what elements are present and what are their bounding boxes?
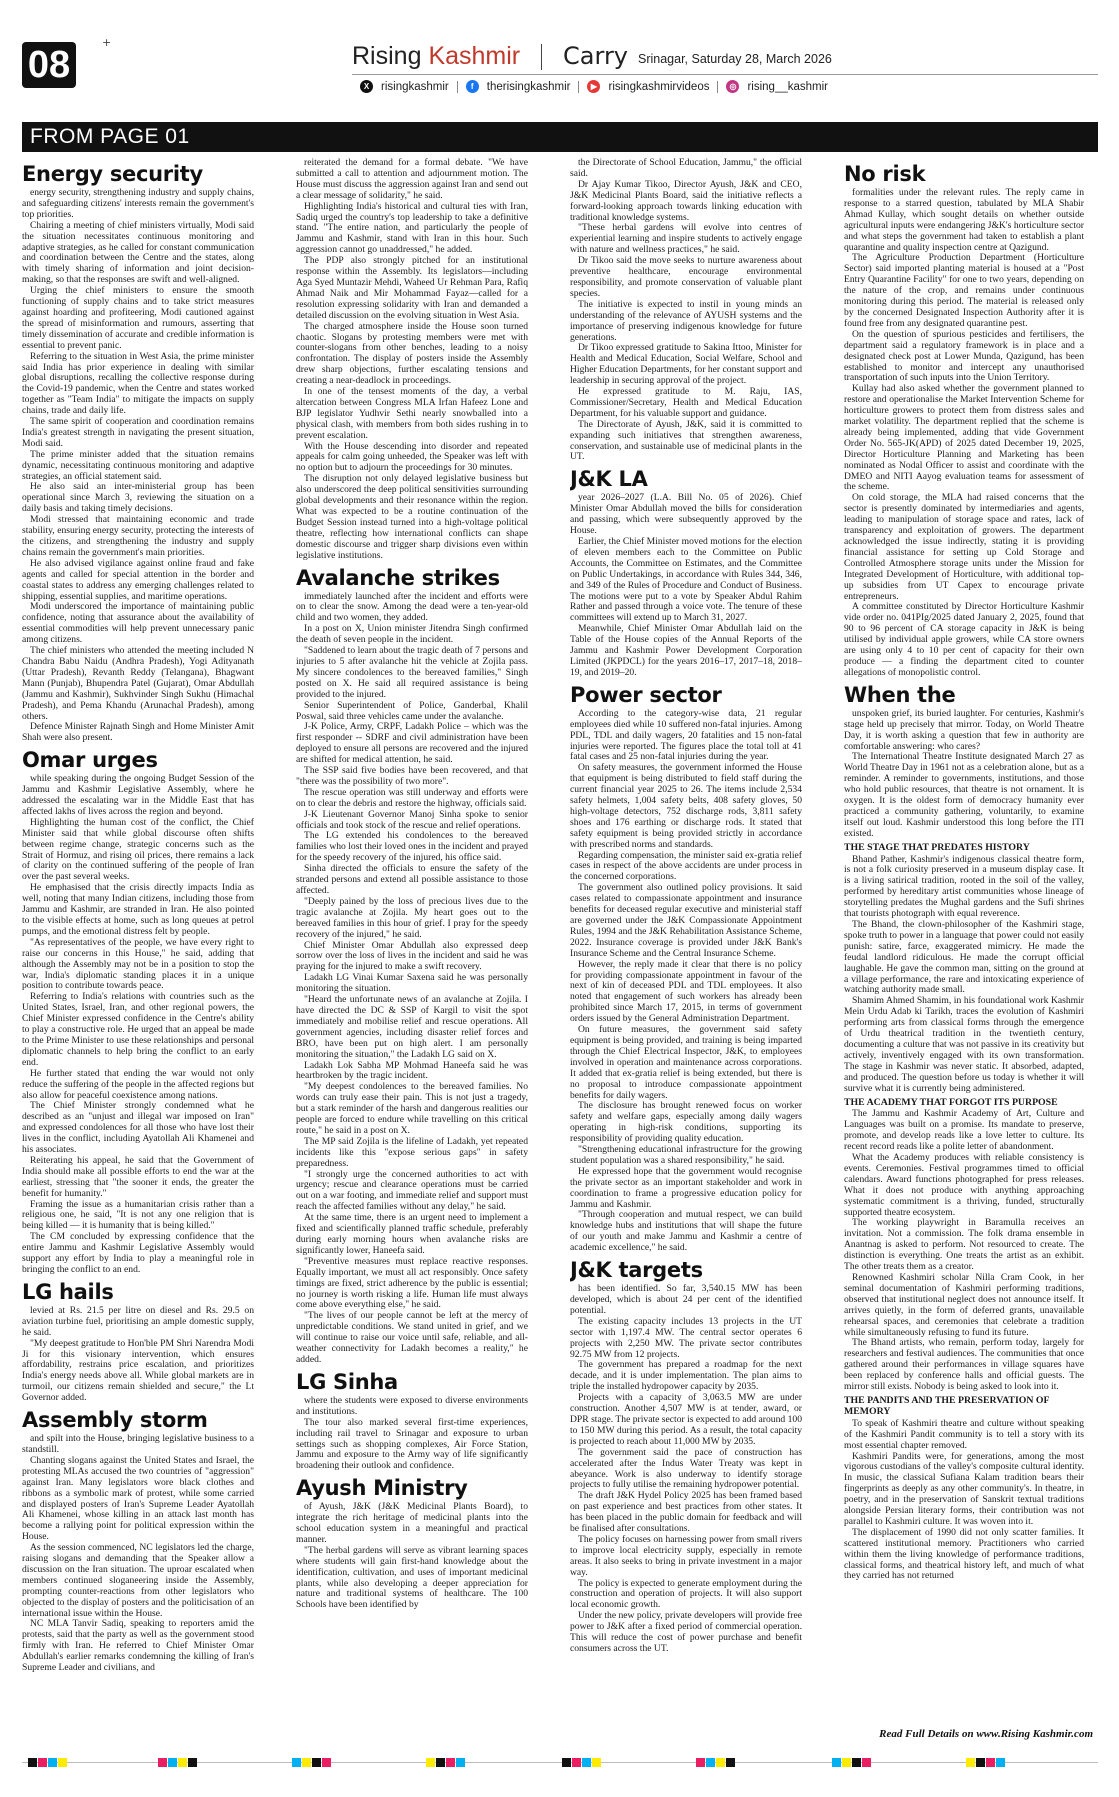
article-paragraph: Defence Minister Rajnath Singh and Home Minister Amit Shah were also present. <box>22 721 254 744</box>
article-paragraph: He expressed gratitude to M. Raju, IAS, Commissioner/Secretary, Health and Medical Education Department, for his valuable support and guidance. <box>570 386 802 419</box>
article-heading: J&K targets <box>570 1258 703 1283</box>
registration-mark: + <box>102 36 112 49</box>
article-paragraph: while speaking during the ongoing Budget Session of the Jammu and Kashmir Legislative Assembly, where he addressed the escalating war in the Middle East that has affected lakhs of lives across the region and beyond. <box>22 773 254 817</box>
article-paragraph: year 2026–2027 (L.A. Bill No. 05 of 2026). Chief Minister Omar Abdullah moved the bills for consideration and passing, which were subsequently approved by the House. <box>570 492 802 537</box>
masthead-rule <box>352 74 1098 75</box>
article-paragraph: According to the category-wise data, 21 regular employees died while 10 suffered non-fatal injuries. Among PDL, TDL and daily wagers, 20 fatalities and 15 non-fatal injuries were reported. The figures place the total toll at 41 fatal cases and 25 non-fatal injuries during the year. <box>570 707 802 763</box>
social-handle[interactable]: risingkashmirvideos <box>608 80 710 93</box>
article-paragraph: of Ayush, J&K (J&K Medicinal Plants Board), to integrate the rich heritage of medicinal plants into the school education system in a meaningful and practical manner. <box>296 1501 528 1545</box>
color-swatch <box>58 1758 67 1767</box>
article-paragraph: Reiterating his appeal, he said that the Government of India should make all possible efforts to end the war at the earliest, stressing that "the sooner it ends, the greater the benefit for humanity." <box>22 1154 254 1199</box>
article-paragraph: What the Academy produces with reliable consistency is events. Ceremonies. Festival programmes timed to official calendars. Award functions photographed for press releases. What it does not produce with anything approaching systematic commitment is a thriving, funded, structurally supported theatre ecosystem. <box>844 1152 1084 1218</box>
color-swatch <box>158 1758 167 1767</box>
article-paragraph: energy security, strengthening industry and supply chains, and safeguarding citizens' interests remain the government's top priorities. <box>22 187 254 220</box>
color-swatch <box>976 1758 985 1767</box>
article-paragraph: NC MLA Tanvir Sadiq, speaking to reporters amid the protests, said that the party as well as the government stood firmly with Iran. He referred to Chief Minister Omar Abdullah's earlier remarks condemning the killing of Iran's Supreme Leader and civilians, and <box>22 1618 254 1674</box>
color-swatch <box>436 1758 445 1767</box>
article-paragraph: At the same time, there is an urgent need to implement a fixed and scientifically planned traffic schedule, preferably during early morning hours when avalanche risks are significantly lower, Haneefa said. <box>296 1212 528 1256</box>
article-paragraph: "Strengthening educational infrastructure for the growing student population was a shared responsibility," he said. <box>570 1144 802 1166</box>
article-paragraph: To speak of Kashmiri theatre and culture without speaking of the Kashmiri Pandit community is to tell a story with its most essential chapter removed. <box>844 1417 1084 1451</box>
color-swatch <box>706 1758 715 1767</box>
article-paragraph: The Jammu and Kashmir Academy of Art, Culture and Languages was built on a promise. Its mandate to preserve, promote, and develop reads like a love letter to culture. Its recent record reads like a polite letter of abandonment. <box>844 1108 1084 1153</box>
page-number: 08 <box>22 42 76 88</box>
article-paragraph: The draft J&K Hydel Policy 2025 has been framed based on past experience and best practices from other states. It has been placed in the public domain for feedback and will be finalised after consultations. <box>570 1490 802 1535</box>
section-name: Carry <box>563 42 629 70</box>
article-paragraph: The policy is expected to generate employment during the construction and operation of projects. It will also support local economic growth. <box>570 1577 802 1611</box>
article-paragraph: J-K Police, Army, CRPF, Ladakh Police – which was the first responder -- SDRF and civil administration have been deployed to ensure all persons are recovered and the injured are shifted for medical attention, he said. <box>296 721 528 766</box>
color-swatch <box>322 1758 331 1767</box>
masthead <box>352 42 628 71</box>
article-paragraph: In one of the tensest moments of the day, a verbal altercation between Congress MLA Irfan Hafeez Lone and BJP legislator Yudhvir Sethi nearly snowballed into a physical clash, with members from both sides rushing in to prevent escalation. <box>296 386 528 441</box>
article-paragraph: Referring to India's relations with countries such as the United States, Israel, Iran, and other regional powers, the Chief Minister expressed confidence in the Centre's ability to play a constructive role. He urged that an appeal be made to the Prime Minister to use these relationships and personal diplomatic channels to help bring the conflict to an early end. <box>22 991 254 1068</box>
article-paragraph: In a post on X, Union minister Jitendra Singh confirmed the death of seven people in the incident. <box>296 623 528 646</box>
read-more-link[interactable]: Read Full Details on www.Rising Kashmir.com <box>879 1728 1093 1740</box>
article-paragraph: Dr Ajay Kumar Tikoo, Director Ayush, J&K and CEO, J&K Medicinal Plants Board, said the initiative reflects a forward-looking approach towards linking education with traditional knowledge systems. <box>570 178 802 223</box>
article-paragraph: The International Theatre Institute designated March 27 as World Theatre Day in 1961 not as a celebration alone, but as a reminder. A reminder to governments, institutions, and those who hold public resources, that theatre is not ornament. It is oxygen. It is the oldest form of democracy humanity ever practiced a community gathering, voluntarily, to examine itself out loud. Kashmir understood this long before the ITI existed. <box>844 751 1084 839</box>
article-paragraph: "Preventive measures must replace reactive responses. Equally important, we must all act responsibly. Once safety timings are fixed, strict adherence by the public is essential; no journey is worth risking a life. Human life must always come above everything else," he said. <box>296 1255 528 1311</box>
instagram-icon: ◎ <box>726 80 739 93</box>
social-handle[interactable]: risingkashmir <box>381 80 449 93</box>
article-paragraph: The Agriculture Production Department (Horticulture Sector) said imported planting material is housed at a "Post Entry Quarantine Facility" for one to two years, depending on the nature of the crop, and remains under continuous monitoring during this period. The material is released only by the concerned Designated Inspection Authority after it is found free from any designated quarantine pest. <box>844 252 1084 329</box>
color-swatch <box>562 1758 571 1767</box>
article-paragraph: The government has prepared a roadmap for the next decade, and it is under implementation. The plan aims to triple the installed hydropower capacity by 2035. <box>570 1359 802 1393</box>
article-paragraph: "The herbal gardens will serve as vibrant learning spaces where students will gain first-hand knowledge about the identification, cultivation, and uses of important medicinal plants, while also developing a deeper appreciation for nature and traditional systems of healthcare. The 100 Schools have been identified by <box>296 1544 528 1611</box>
article-paragraph: The Chief Minister strongly condemned what he described as an "unjust and illegal war imposed on Iran" and expressed condolences for all those who have lost their lives in the conflict, including Ayatollah Ali Khamenei and his associates. <box>22 1100 254 1156</box>
color-swatch <box>696 1758 705 1767</box>
facebook-icon: f <box>466 80 479 93</box>
social-divider <box>457 81 458 93</box>
color-swatch <box>862 1758 871 1767</box>
article-heading: No risk <box>844 162 926 186</box>
article-paragraph: Senior Superintendent of Police, Ganderbal, Khalil Poswal, said three vehicles came under the avalanche. <box>296 699 528 722</box>
social-handle[interactable]: rising__kashmir <box>747 80 828 93</box>
article-paragraph: The chief ministers who attended the meeting included N Chandra Babu Naidu (Andhra Pradesh), Yogi Adityanath (Uttar Pradesh), Revanth Reddy (Telangana), Bhagwant Mann (Punjab), Bhupendra Patel (Gujarat), Omar Abdullah (Jammu and Kashmir), Sukhvinder Singh Sukhu (Himachal Pradesh), and Pema Khandu (Arunachal Pradesh), among others. <box>22 645 254 722</box>
article-heading: LG Sinha <box>296 1369 398 1394</box>
color-swatch <box>832 1758 841 1767</box>
article-subheading: THE PANDITS AND THE PRESERVATION OF MEMORY <box>844 1394 1050 1417</box>
article-paragraph: On safety measures, the government informed the House that equipment is being distributed to field staff during the current financial year 2025 to 26. The items include 2,534 safety helmets, 1,004 safety belts, 408 safety gloves, 50 high-voltage detectors, 752 discharge rods, 3,811 safety shoes and 176 earthing or discharge rods. It stated that safety equipment is being provided strictly in accordance with prescribed norms and standards. <box>570 762 802 850</box>
page-header <box>0 0 1119 118</box>
color-swatch <box>38 1758 47 1767</box>
article-paragraph: The initiative is expected to instil in young minds an understanding of the relevance of AYUSH systems and the importance of preserving indigenous knowledge for future generations. <box>570 298 802 343</box>
article-paragraph: Urging the chief ministers to ensure the smooth functioning of supply chains and to take strict measures against hoarding and profiteering, Modi cautioned against the spread of misinformation and rumours, asserting that timely dissemination of accurate and credible information is essential to prevent panic. <box>22 285 254 351</box>
article-paragraph: "Saddened to learn about the tragic death of 7 persons and injuries to 5 after avalanche hit the vehicle at Zojila pass. My sincere condolences to the bereaved families," Singh posted on X. He said all required assistance is being provided to the injured. <box>296 645 528 700</box>
social-divider <box>717 81 718 93</box>
article-paragraph: Chief Minister Omar Abdullah also expressed deep sorrow over the loss of lives in the incident and said he was praying for the injured to make a swift recovery. <box>296 939 528 973</box>
article-paragraph: reiterated the demand for a formal debate. "We have submitted a call to attention and adjournment motion. The House must discuss the aggression against Iran and send out a clear message of solidarity," he said. <box>296 158 528 201</box>
color-swatch <box>292 1758 301 1767</box>
youtube-icon: ▶ <box>587 80 600 93</box>
from-page-banner: FROM PAGE 01 <box>22 122 1098 152</box>
article-paragraph: formalities under the relevant rules. The reply came in response to a starred question, tabulated by MLA Shabir Ahmad Kullay, which sought details on whether outside agricultural inputs were endangering J&K's horticulture sector and what steps the government had taken to establish a plant quarantine and quality inspection centre at Qazigund. <box>844 187 1084 253</box>
article-paragraph: He also advised vigilance against online fraud and fake agents and called for special attention in the border and coastal states to address any emerging challenges related to shipping, essential supplies, and maritime operations. <box>22 557 254 602</box>
article-paragraph: "Deeply pained by the loss of precious lives due to the tragic avalanche at Zojila. My heart goes out to the bereaved families in this hour of grief. I pray for the speedy recovery of the injured," he said. <box>296 895 528 940</box>
article-paragraph: unspoken grief, its buried laughter. For centuries, Kashmir's stage held up precisely that mirror. Today, on World Theatre Day, it is worth asking a question that few in authority are comfortable answering: who cares? <box>844 707 1084 752</box>
article-paragraph: J-K Lieutenant Governor Manoj Sinha spoke to senior officials and took stock of the rescue and relief operations. <box>296 808 528 831</box>
article-paragraph: Renowned Kashmiri scholar Nilla Cram Cook, in her seminal documentation of Kashmiri performing traditions, observed that institutional neglect does not announce itself. It arrives quietly, in the form of deferred grants, unavailable rehearsal spaces, and ceremonies that celebrate a tradition while simultaneously refusing to fund its future. <box>844 1272 1084 1338</box>
article-paragraph: As the session commenced, NC legislators led the charge, raising slogans and demanding that the Speaker allow a discussion on the Iran situation. The uproar escalated when members continued sloganeering inside the Assembly, prompting counter-reactions from other legislators who objected to the display of posters and the politicisation of an international issue within the House. <box>22 1542 254 1619</box>
article-paragraph: "I strongly urge the concerned authorities to act with urgency; rescue and clearance operations must be carried out on a war footing, and immediate relief and support must reach the affected families without any delay," he said. <box>296 1168 528 1213</box>
article-paragraph: Bhand Pather, Kashmir's indigenous classical theatre form, is not a folk curiosity preserved in a museum display case. It is a living satirical tradition, rooted in the soil of the valley, performed by hereditary artist communities whose lineage of storytelling predates the Mughal gardens and the Sufi shrines that tourists photograph with equal reverence. <box>844 853 1084 920</box>
article-paragraph: Kullay had also asked whether the government planned to restore and operationalise the Market Intervention Scheme for horticulture growers to protect them from distress sales and market volatility. The department replied that the scheme is already being implemented, adding that vide Government Order No. 565-JK(APD) of 2025 dated December 19, 2025, Director Horticulture Planning and Marketing has been nominated as Nodal Officer to assist and coordinate with the DMEO and NITI Aayog evaluation teams for assessment of the scheme. <box>844 383 1084 493</box>
article-paragraph: He expressed hope that the government would recognise the private sector as an important stakeholder and work in coordination to frame a progressive education policy for Jammu and Kashmir. <box>570 1165 802 1210</box>
article-paragraph: The displacement of 1990 did not only scatter families. It scattered institutional memory. Practitioners who carried within them the living knowledge of performance traditions, classical forms, and theatrical history left, and much of what they carried has not returned <box>844 1526 1084 1582</box>
article-paragraph: The government also outlined policy provisions. It said cases related to compassionate appointment and insurance benefits for deceased regular executive and ministerial staff are governed under the J&K Compassionate Appointment Rules, 1994 and the J&K Rehabilitation Assistance Scheme, 2022. Insurance coverage is provided under J&K Bank's Insurance Scheme and the Central Insurance Scheme. <box>570 882 802 959</box>
color-swatch <box>312 1758 321 1767</box>
article-paragraph: "My deepest condolences to the bereaved families. No words can truly ease their pain. This is not just a tragedy, but a stark reminder of the harsh and dangerous realities our people are forced to endure while travelling on this critical route," he said in a post on X. <box>296 1081 528 1136</box>
column-2 <box>296 158 528 1716</box>
article-paragraph: The CM concluded by expressing confidence that the entire Jammu and Kashmir Legislative Assembly would support any effort by India to play a meaningful role in bringing the conflict to an end. <box>22 1231 254 1275</box>
column-3 <box>570 158 802 1716</box>
article-paragraph: Earlier, the Chief Minister moved motions for the election of eleven members each to the Committee on Public Accounts, the Committee on Estimates, and the Committee on Public Undertakings, in accordance with Rules 344, 346, and 349 of the Rules of Procedure and Conduct of Business. The motions were put to a vote by Speaker Abdul Rahim Rather and passed through a voice vote. The tenure of these committees will extend up to March 31, 2027. <box>570 536 802 624</box>
color-swatch <box>572 1758 581 1767</box>
article-heading: LG hails <box>22 1279 114 1304</box>
article-paragraph: The prime minister added that the situation remains dynamic, necessitating continuous monitoring and adaptive strategies, an official statement said. <box>22 448 254 482</box>
article-paragraph: Chanting slogans against the United States and Israel, the protesting MLAs accused the two countries of "aggression" against Iran. Many legislators wore black clothes and ribbons as a symbolic mark of protest, while some carried and displayed posters of Iran's Supreme Leader Ayatollah Ali Khamenei, whose killing in an attack last month has become a rallying point for political expression within the House. <box>22 1454 254 1543</box>
article-paragraph: Dr Tikoo said the move seeks to nurture awareness about preventive healthcare, encourage environmental responsibility, and promote conservation of valuable plant species. <box>570 255 802 299</box>
article-paragraph: Modi underscored the importance of maintaining public confidence, noting that assurance about the availability of essential commodities will help prevent unnecessary panic among citizens. <box>22 601 254 646</box>
article-paragraph: However, the reply made it clear that there is no policy for providing compassionate appointment in favour of the next of kin of deceased PDL and TDL employees. It also noted that engagement of such workers has already been prohibited since March 17, 2015, in terms of government orders issued by the General Administration Department. <box>570 958 802 1025</box>
article-heading: Assembly storm <box>22 1408 208 1433</box>
article-paragraph: Shamim Ahmed Shamim, in his foundational work Kashmir Mein Urdu Adab ki Tarikh, traces the evolution of Kashmiri performing arts from classical forms through the emergence of Urdu theatrical tradition in the twentieth century, documenting a culture that was not passive in its creativity but actively, inventively engaged with its own transformation. The stage in Kashmir was never static. It absorbed, adapted, and produced. The question before us today is whether it will survive what it is currently being administered. <box>844 995 1084 1094</box>
dateline: Srinagar, Saturday 28, March 2026 <box>638 52 832 66</box>
article-paragraph: Projects with a capacity of 3,063.5 MW are under construction. Another 4,507 MW is at tender, award, or DPR stage. The private sector is expected to add around 100 to 150 MW during this period. As a result, the total capacity is projected to reach about 11,000 MW by 2035. <box>570 1392 802 1447</box>
article-paragraph: Framing the issue as a humanitarian crisis rather than a religious one, he said, "It is not any one religion that is being killed — it is humanity that is being killed." <box>22 1198 254 1232</box>
brand-rising: Rising <box>352 42 422 70</box>
article-paragraph: where the students were exposed to diverse environments and institutions. <box>296 1394 528 1417</box>
article-paragraph: Ladakh LG Vinai Kumar Saxena said he was personally monitoring the situation. <box>296 972 528 995</box>
article-subheading: THE ACADEMY THAT FORGOT ITS PURPOSE <box>844 1096 1058 1108</box>
color-swatch <box>996 1758 1005 1767</box>
article-paragraph: On the question of spurious pesticides and fertilisers, the department said a regulatory framework is in place and a designated check post at Lower Munda, Qazigund, has been established to monitor and intercept any unauthorised transportation of such inputs into the Union Territory. <box>844 328 1084 384</box>
article-heading: Power sector <box>570 682 722 707</box>
article-paragraph: Modi stressed that maintaining economic and trade stability, ensuring energy security, protecting the interests of the citizens, and strengthening the industry and supply chains remain the government's main priorities. <box>22 514 254 558</box>
article-paragraph: The same spirit of cooperation and coordination remains India's greatest strength in navigating the present situation, Modi said. <box>22 416 254 449</box>
article-paragraph: immediately launched after the incident and efforts were on to clear the snow. Among the dead were a ten-year-old child and two women, they added. <box>296 590 528 624</box>
article-paragraph: Under the new policy, private developers will provide free power to J&K after a fixed period of commercial operation. This will reduce the cost of power purchase and benefit consumers across the UT. <box>570 1610 802 1654</box>
article-paragraph: The Bhand artists, who remain, perform today, largely for researchers and festival audiences. The communities that once gathered around their performances in village squares have been replaced by conference halls and official guests. The mirror still exists. Nobody is being asked to look into it. <box>844 1337 1084 1393</box>
article-paragraph: "My deepest gratitude to Hon'ble PM Shri Narendra Modi Ji for this visionary intervention, which ensures affordability, restrains price escalation, and prioritizes India's energy needs above all. While global markets are in turmoil, our citizens remain shielded and secure," the Lt Governor added. <box>22 1337 254 1404</box>
color-swatch <box>726 1758 735 1767</box>
article-paragraph: The disclosure has brought renewed focus on worker safety and welfare gaps, especially among daily wagers operating in high-risk conditions, supporting its responsibility of providing quality education. <box>570 1100 802 1145</box>
article-paragraph: The tour also marked several first-time experiences, including rail travel to Srinagar and exposure to urban settings such as shopping complexes, Air Force Station, Jammu and exposure to the Army way of life significantly broadening their outlook and confidence. <box>296 1416 528 1472</box>
masthead-divider <box>541 44 542 70</box>
article-paragraph: The disruption not only delayed legislative business but also underscored the deep political sensitivities surrounding global developments and their resonance within the region. What was expected to be a routine continuation of the Budget Session instead turned into a high-voltage political theatre, reflecting how international conflicts can shape domestic discourse and trigger sharp divisions even within legislative institutions. <box>296 473 528 561</box>
article-paragraph: "These herbal gardens will evolve into centres of experiential learning and inspire students to actively engage with nature and wellness practices," he said. <box>570 222 802 256</box>
article-paragraph: A committee constituted by Director Horticulture Kashmir vide order no. 041PIg/2025 dated January 2, 2025, found that 90 to 96 percent of CA storage capacity in J&K is being utilised by individual apple growers, while CA store owners are using only 4 to 10 per cent of capacity for their own produce — a finding the department cited to counter allegations of monopolistic control. <box>844 601 1084 678</box>
article-paragraph: Highlighting India's historical and cultural ties with Iran, Sadiq urged the country's top leadership to take a definitive stand. "The entire nation, and particularly the people of Jammu and Kashmir, stand with Iran in this hour. Such aggression cannot go unaddressed," he added. <box>296 200 528 256</box>
color-swatch <box>986 1758 995 1767</box>
article-paragraph: "Through cooperation and mutual respect, we can build knowledge hubs and institutions that will shape the future of our youth and make Jammu and Kashmir a centre of academic excellence," he said. <box>570 1209 802 1254</box>
social-divider <box>578 81 579 93</box>
article-paragraph: He also said an inter-ministerial group has been operational since March 3, reviewing the situation on a daily basis and taking timely decisions. <box>22 481 254 515</box>
color-swatch <box>582 1758 591 1767</box>
article-paragraph: "The lives of our people cannot be left at the mercy of unpredictable conditions. We stand united in grief, and we will continue to raise our voice until safe, reliable, and all-weather connectivity for Ladakh becomes a reality," he added. <box>296 1310 528 1365</box>
article-paragraph: and spilt into the House, bringing legislative business to a standstill. <box>22 1433 254 1455</box>
article-paragraph: The Directorate of Ayush, J&K, said it is committed to expanding such initiatives that strengthen awareness, conservation, and sustainable use of medicinal plants in the UT. <box>570 418 802 463</box>
article-paragraph: On future measures, the government said safety equipment is being provided, and training is being imparted through the Chief Electrical Inspector, J&K, to employees involved in operation and maintenance across corporations. It added that ex-gratia relief is being extended, but there is no proposal to introduce compassionate appointment benefits for daily wagers. <box>570 1024 802 1101</box>
column-4 <box>844 158 1084 1716</box>
article-paragraph: Highlighting the human cost of the conflict, the Chief Minister said that while global discourse often shifts between regime change, strategic concerns such as the Strait of Hormuz, and rising oil prices, there remains a lack of clarity on the continued suffering of the people of Iran over the past several weeks. <box>22 816 254 883</box>
color-swatch <box>168 1758 177 1767</box>
article-paragraph: The LG extended his condolences to the bereaved families who lost their loved ones in the incident and prayed for the speedy recovery of the injured, his office said. <box>296 830 528 864</box>
article-paragraph: Sinha directed the officials to ensure the safety of the stranded persons and extend all possible assistance to those affected. <box>296 863 528 896</box>
color-swatch <box>302 1758 311 1767</box>
social-handles <box>360 80 828 93</box>
article-paragraph: On cold storage, the MLA had raised concerns that the sector is presently dominated by intermediaries and agents, leading to manipulation of storage space and rates, lack of transparency and exploitation of growers. The department acknowledged the issue indirectly, stating it is providing financial assistance for setting up Cold Storage and Controlled Atmosphere storage units under the Mission for Integrated Development of Horticulture, with additional top-up subsidies from UT Capex to encourage private entrepreneurs. <box>844 492 1084 602</box>
color-swatch <box>716 1758 725 1767</box>
color-swatch <box>446 1758 455 1767</box>
article-heading: J&K LA <box>570 467 648 492</box>
article-paragraph: The government said the pace of construction has accelerated after the Indus Water Treaty was kept in abeyance. Work is also underway to identify storage projects to fully utilise the remaining hydropower potential. <box>570 1446 802 1491</box>
column-1 <box>22 158 254 1716</box>
color-swatch <box>456 1758 465 1767</box>
article-paragraph: The rescue operation was still underway and efforts were on to clear the debris and restore the highway, officials said. <box>296 786 528 809</box>
color-swatch <box>966 1758 975 1767</box>
color-swatch <box>188 1758 197 1767</box>
article-paragraph: He further stated that ending the war would not only reduce the suffering of the people in the affected regions but also allow for peaceful coexistence among nations. <box>22 1067 254 1101</box>
article-paragraph: "Heard the unfortunate news of an avalanche at Zojila. I have directed the DC & SSP of Kargil to visit the spot immediately and mobilise relief and rescue operations. All government agencies, including disaster relief forces and BRO, have been put on high alert. I am personally monitoring the situation," the Ladakh LG said on X. <box>296 994 528 1060</box>
article-paragraph: Dr Tikoo expressed gratitude to Sakina Ittoo, Minister for Health and Medical Education, Social Welfare, School and Higher Education Departments, for her constant support and leadership in securing approval of the project. <box>570 342 802 387</box>
article-heading: Ayush Ministry <box>296 1476 468 1501</box>
article-paragraph: The existing capacity includes 13 projects in the UT sector with 1,197.4 MW. The central sector operates 6 projects with 2,250 MW. The private sector contributes 92.75 MW from 12 projects. <box>570 1315 802 1360</box>
article-heading: Energy security <box>22 162 203 186</box>
color-swatch <box>178 1758 187 1767</box>
article-paragraph: Chairing a meeting of chief ministers virtually, Modi said the situation necessitates continuous monitoring and adaptive strategies, as he called for constant communication and coordination between the Centre and the states, along with timely sharing of information and joint decision-making, so that the responses are swift and well-aligned. <box>22 219 254 286</box>
article-paragraph: Meanwhile, Chief Minister Omar Abdullah laid on the Table of the House copies of the Annual Reports of the Jammu and Kashmir Power Development Corporation Limited (JKPDCL) for the years 2016–17, 2017–18, 2018–19, and 2019–20. <box>570 623 802 678</box>
article-paragraph: Kashmiri Pandits were, for generations, among the most vigorous custodians of the valley's composite cultural identity. In music, the classical Sufiana Kalam tradition bears their fingerprints as deeply as any other community's. In theatre, in poetry, and in the preservation of Sanskrit textual traditions alongside Persian literary forms, their contribution was not parallel to Kashmiri culture. It was woven into it. <box>844 1450 1084 1527</box>
article-paragraph: levied at Rs. 21.5 per litre on diesel and Rs. 29.5 on aviation turbine fuel, prioritising an ample domestic supply, he said. <box>22 1304 254 1338</box>
article-paragraph: Regarding compensation, the minister said ex-gratia relief cases in respect of the above accidents are under process in the concerned corporations. <box>570 849 802 883</box>
color-swatch <box>48 1758 57 1767</box>
brand-kashmir: Kashmir <box>428 42 521 70</box>
color-swatch <box>28 1758 37 1767</box>
social-handle[interactable]: therisingkashmir <box>486 80 571 93</box>
color-registration-bar <box>22 1758 1098 1770</box>
color-swatch <box>426 1758 435 1767</box>
x-icon: X <box>360 80 373 93</box>
article-heading: Omar urges <box>22 748 158 773</box>
article-heading: When the <box>844 682 956 707</box>
color-swatch <box>852 1758 861 1767</box>
article-paragraph: The working playwright in Baramulla receives an invitation. Not a commission. The folk drama ensemble in Anantnag is asked to perform. Not resourced to create. The distinction is everything. One treats the artist as an exhibit. The other treats them as a creator. <box>844 1217 1084 1273</box>
article-paragraph: The policy focuses on harnessing power from small rivers to improve local electricity supply, especially in remote areas. It also seeks to bring in private investment in a major way. <box>570 1533 802 1578</box>
article-paragraph: has been identified. So far, 3,540.15 MW has been developed, which is about 24 per cent of the identified potential. <box>570 1283 802 1316</box>
article-paragraph: The SSP said five bodies have been recovered, and that "there was the possibility of two more". <box>296 765 528 787</box>
article-paragraph: The charged atmosphere inside the House soon turned chaotic. Slogans by protesting members were met with counter-slogans from other benches, leading to a noisy confrontation. The display of posters inside the Assembly drew sharp objections, further escalating tensions and creating a near-deadlock in proceedings. <box>296 320 528 387</box>
color-swatch <box>592 1758 601 1767</box>
article-heading: Avalanche strikes <box>296 565 500 590</box>
color-swatch <box>842 1758 851 1767</box>
article-paragraph: The MP said Zojila is the lifeline of Ladakh, yet repeated incidents like this "expose serious gaps" in safety preparedness. <box>296 1135 528 1169</box>
article-paragraph: He emphasised that the crisis directly impacts India as well, noting that many Indian citizens, including those from Jammu and Kashmir, are stranded in Iran. He also pointed to the visible effects at home, such as long queues at petrol pumps, and the emotional distress felt by people. <box>22 882 254 937</box>
article-paragraph: "As representatives of the people, we have every right to raise our concerns in this House," he said, adding that although the Assembly may not be in a position to stop the war, India's diplomatic standing places it in a unique position to contribute towards peace. <box>22 936 254 992</box>
article-paragraph: The PDP also strongly pitched for an institutional response within the Assembly. Its legislators—including Aga Syed Muntazir Mehdi, Waheed Ur Rehman Para, Rafiq Ahmad Naik and Mir Mohammad Fayaz—called for a resolution expressing solidarity with Iran and demanded a detailed discussion on the evolving situation in West Asia. <box>296 255 528 321</box>
article-paragraph: The Bhand, the clown-philosopher of the Kashmiri stage, spoke truth to power in a language that power could not easily punish: satire, farce, exaggerated mimicry. He made the feudal landlord ridiculous. He made the corrupt official laughable. He gave the common man, sitting on the ground at a village performance, the rare and intoxicating experience of watching authority made small. <box>844 919 1084 996</box>
article-subheading: THE STAGE THAT PREDATES HISTORY <box>844 841 1030 853</box>
article-paragraph: the Directorate of School Education, Jammu," the official said. <box>570 158 802 179</box>
article-paragraph: Referring to the situation in West Asia, the prime minister said India has prior experience in dealing with similar global disruptions, recalling the collective response during the Covid-19 pandemic, when the Centre and states worked together as "Team India" to mitigate the impacts on supply chains, trade and daily life. <box>22 350 254 417</box>
article-paragraph: With the House descending into disorder and repeated appeals for calm going unheeded, the Speaker was left with no option but to adjourn the proceedings for 30 minutes. <box>296 440 528 474</box>
article-paragraph: Ladakh Lok Sabha MP Mohmad Haneefa said he was heartbroken by the tragic incident. <box>296 1059 528 1082</box>
